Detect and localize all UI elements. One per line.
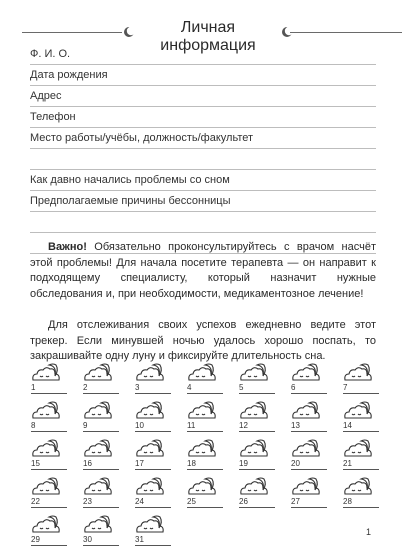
tracker-day-number: 29 <box>31 535 40 544</box>
tracker-day-number: 11 <box>187 421 196 430</box>
tracker-day-cell[interactable] <box>31 362 69 398</box>
tracker-day-number: 24 <box>135 497 144 506</box>
birth-date-field[interactable]: Дата рождения <box>30 65 376 86</box>
sleep-duration-line[interactable] <box>135 393 171 394</box>
tracker-day-number: 18 <box>187 459 196 468</box>
tracker-day-number: 12 <box>239 421 248 430</box>
important-label: Важно! <box>48 241 87 253</box>
tracker-instructions: Для отслеживания своих успехов ежедневно ведите этот трекер. Если минувшей ночью удалось хорошо поспать, то закрашивайте одну луну и фиксируйте длительность сна. <box>30 319 376 362</box>
tracker-day-cell[interactable] <box>135 438 173 474</box>
page-title: Личная информация <box>160 19 256 54</box>
header-rule-left <box>22 32 122 33</box>
moon-cloud-icon <box>291 400 323 422</box>
tracker-day-cell[interactable] <box>83 400 121 436</box>
tracker-day-cell[interactable] <box>83 362 121 398</box>
moon-cloud-icon <box>343 362 375 384</box>
sleep-duration-line[interactable] <box>343 507 379 508</box>
moon-cloud-icon <box>31 438 63 460</box>
tracker-day-number: 23 <box>83 497 92 506</box>
sleep-duration-line[interactable] <box>135 545 171 546</box>
sleep-duration-line[interactable] <box>31 507 67 508</box>
moon-cloud-icon <box>31 400 63 422</box>
tracker-day-cell[interactable] <box>187 438 225 474</box>
moon-cloud-icon <box>187 476 219 498</box>
tracker-day-cell[interactable] <box>343 476 381 512</box>
moon-cloud-icon <box>239 362 271 384</box>
sleep-duration-line[interactable] <box>31 431 67 432</box>
important-text: Обязательно проконсультируйтесь с врачом насчёт этой проблемы! Для начала посетите терапевта — он направит к подходящему специалисту, который назначит нужные обследования и, при необходимости, медикаментозное лечение! <box>30 241 376 300</box>
tracker-day-number: 6 <box>291 383 296 392</box>
sleep-duration-line[interactable] <box>83 393 119 394</box>
sleep-duration-line[interactable] <box>343 431 379 432</box>
moon-cloud-icon <box>187 438 219 460</box>
sleep-duration-line[interactable] <box>31 393 67 394</box>
moon-cloud-icon <box>83 438 115 460</box>
tracker-day-number: 5 <box>239 383 244 392</box>
moon-ornament-icon <box>122 25 136 39</box>
moon-cloud-icon <box>83 476 115 498</box>
tracker-day-cell[interactable] <box>135 514 173 550</box>
moon-cloud-icon <box>291 438 323 460</box>
tracker-day-cell[interactable] <box>135 400 173 436</box>
moon-cloud-icon <box>239 400 271 422</box>
tracker-day-cell[interactable] <box>291 362 329 398</box>
sleep-duration-line[interactable] <box>239 393 275 394</box>
moon-cloud-icon <box>135 514 167 536</box>
sleep-duration-line[interactable] <box>187 507 223 508</box>
tracker-day-number: 7 <box>343 383 348 392</box>
name-field[interactable]: Ф. И. О. <box>30 44 376 65</box>
sleep-duration-line[interactable] <box>343 469 379 470</box>
tracker-day-number: 28 <box>343 497 352 506</box>
address-field[interactable]: Адрес <box>30 86 376 107</box>
moon-cloud-icon <box>31 476 63 498</box>
tracker-day-cell[interactable] <box>187 476 225 512</box>
tracker-day-cell[interactable] <box>135 476 173 512</box>
tracker-day-cell[interactable] <box>291 400 329 436</box>
page-number: 1 <box>366 527 372 537</box>
tracker-day-number: 16 <box>83 459 92 468</box>
tracker-day-number: 27 <box>291 497 300 506</box>
tracker-day-number: 13 <box>291 421 300 430</box>
tracker-day-cell[interactable] <box>239 476 277 512</box>
tracker-day-cell[interactable] <box>343 400 381 436</box>
sleep-duration-line[interactable] <box>291 393 327 394</box>
moon-cloud-icon <box>31 514 63 536</box>
tracker-day-cell[interactable] <box>31 438 69 474</box>
tracker-day-number: 26 <box>239 497 248 506</box>
insomnia-causes-field[interactable]: Предполагаемые причины бессонницы <box>30 191 376 212</box>
phone-field[interactable]: Телефон <box>30 107 376 128</box>
sleep-duration-line[interactable] <box>239 469 275 470</box>
tracker-day-number: 31 <box>135 535 144 544</box>
important-notice <box>30 240 376 302</box>
header-rule-right <box>290 32 402 33</box>
workplace-field-extra-line[interactable] <box>30 149 376 170</box>
moon-cloud-icon <box>343 400 375 422</box>
moon-cloud-icon <box>83 362 115 384</box>
moon-cloud-icon <box>343 438 375 460</box>
moon-cloud-icon <box>291 362 323 384</box>
tracker-day-cell[interactable] <box>31 400 69 436</box>
tracker-day-cell[interactable] <box>187 400 225 436</box>
tracker-day-cell[interactable] <box>135 362 173 398</box>
moon-cloud-icon <box>135 362 167 384</box>
tracker-day-number: 25 <box>187 497 196 506</box>
sleep-duration-line[interactable] <box>83 469 119 470</box>
sleep-tracker <box>31 362 391 552</box>
sleep-duration-line[interactable] <box>83 431 119 432</box>
tracker-day-cell[interactable] <box>83 476 121 512</box>
tracker-day-number: 3 <box>135 383 140 392</box>
sleep-duration-line[interactable] <box>343 393 379 394</box>
sleep-duration-line[interactable] <box>135 507 171 508</box>
moon-cloud-icon <box>291 476 323 498</box>
tracker-day-number: 2 <box>83 383 88 392</box>
tracker-day-cell[interactable] <box>239 362 277 398</box>
tracker-day-number: 10 <box>135 421 144 430</box>
sleep-duration-line[interactable] <box>187 431 223 432</box>
moon-cloud-icon <box>239 438 271 460</box>
moon-cloud-icon <box>135 476 167 498</box>
tracker-day-number: 30 <box>83 535 92 544</box>
sleep-duration-line[interactable] <box>187 469 223 470</box>
sleep-duration-line[interactable] <box>135 431 171 432</box>
moon-cloud-icon <box>343 476 375 498</box>
personal-info-form <box>30 44 376 254</box>
sleep-duration-line[interactable] <box>291 469 327 470</box>
moon-cloud-icon <box>83 400 115 422</box>
tracker-day-number: 15 <box>31 459 40 468</box>
tracker-day-cell[interactable] <box>31 476 69 512</box>
tracker-day-cell[interactable] <box>83 438 121 474</box>
tracker-day-cell[interactable] <box>239 400 277 436</box>
tracker-day-number: 9 <box>83 421 88 430</box>
moon-cloud-icon <box>239 476 271 498</box>
tracker-day-number: 22 <box>31 497 40 506</box>
moon-cloud-icon <box>187 400 219 422</box>
sleep-duration-line[interactable] <box>239 507 275 508</box>
tracker-day-cell[interactable] <box>291 438 329 474</box>
sleep-duration-line[interactable] <box>187 393 223 394</box>
tracker-day-number: 8 <box>31 421 36 430</box>
tracker-day-number: 17 <box>135 459 144 468</box>
sleep-duration-line[interactable] <box>83 545 119 546</box>
workplace-field[interactable]: Место работы/учёбы, должность/факультет <box>30 128 376 149</box>
sleep-duration-line[interactable] <box>83 507 119 508</box>
tracker-day-number: 14 <box>343 421 352 430</box>
tracker-day-cell[interactable] <box>239 438 277 474</box>
tracker-day-number: 20 <box>291 459 300 468</box>
tracker-day-number: 1 <box>31 383 36 392</box>
moon-cloud-icon <box>187 362 219 384</box>
sleep-duration-line[interactable] <box>291 507 327 508</box>
tracker-day-cell[interactable] <box>31 514 69 550</box>
sleep-problem-duration-field[interactable]: Как давно начались проблемы со сном <box>30 170 376 191</box>
tracker-day-number: 19 <box>239 459 248 468</box>
tracker-day-cell[interactable] <box>291 476 329 512</box>
tracker-day-cell[interactable] <box>343 362 381 398</box>
sleep-duration-line[interactable] <box>239 431 275 432</box>
sleep-duration-line[interactable] <box>135 469 171 470</box>
tracker-day-number: 4 <box>187 383 192 392</box>
moon-cloud-icon <box>31 362 63 384</box>
sleep-duration-line[interactable] <box>291 431 327 432</box>
moon-cloud-icon <box>83 514 115 536</box>
tracker-day-cell[interactable] <box>83 514 121 550</box>
moon-cloud-icon <box>135 438 167 460</box>
moon-cloud-icon <box>135 400 167 422</box>
tracker-day-cell[interactable] <box>187 362 225 398</box>
insomnia-causes-extra-line[interactable] <box>30 212 376 233</box>
sleep-duration-line[interactable] <box>31 545 67 546</box>
tracker-day-cell[interactable] <box>343 438 381 474</box>
sleep-duration-line[interactable] <box>31 469 67 470</box>
tracker-day-number: 21 <box>343 459 352 468</box>
